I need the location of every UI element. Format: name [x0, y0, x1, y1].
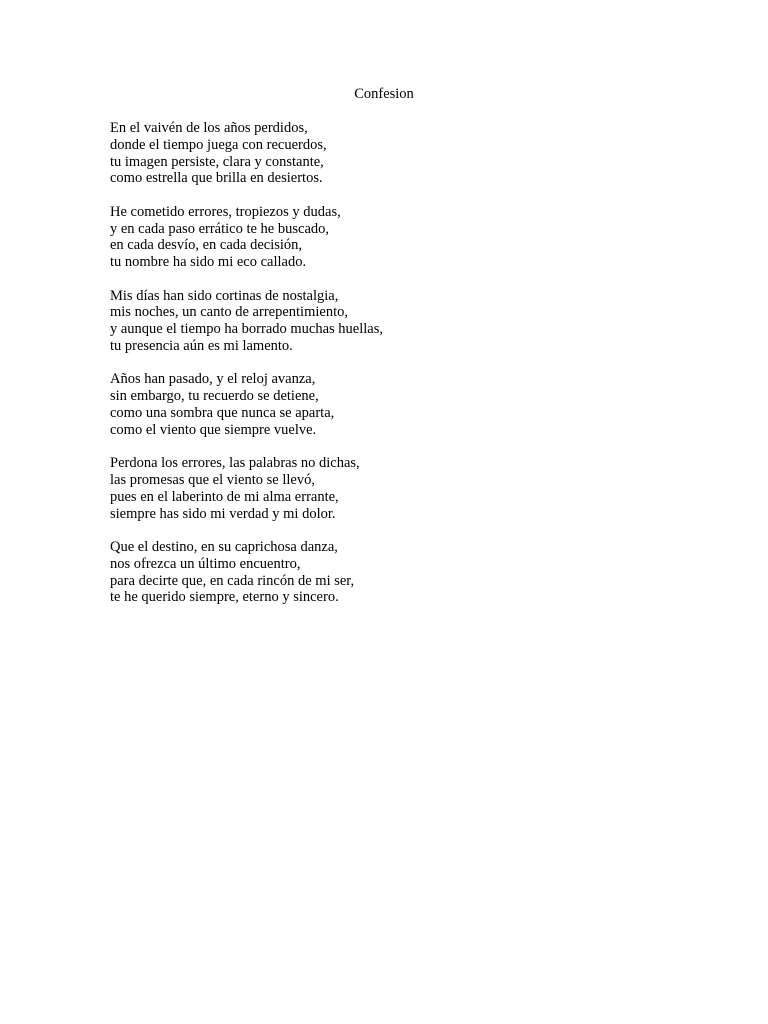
stanza-6 — [110, 539, 670, 606]
poem-line: te he querido siempre, eterno y sincero. — [110, 589, 339, 606]
poem-line: las promesas que el viento se llevó, — [110, 471, 315, 488]
poem-line: He cometido errores, tropiezos y dudas, — [110, 203, 341, 220]
poem-line: como estrella que brilla en desiertos. — [110, 170, 323, 187]
poem-line: mis noches, un canto de arrepentimiento, — [110, 304, 348, 321]
poem-line: siempre has sido mi verdad y mi dolor. — [110, 505, 336, 522]
stanza-5 — [110, 455, 670, 522]
poem-line: tu nombre ha sido mi eco callado. — [110, 254, 307, 271]
poem-line: Mis días han sido cortinas de nostalgia, — [110, 287, 339, 304]
poem-line: y aunque el tiempo ha borrado muchas huellas, — [110, 321, 384, 338]
poem-line: Que el destino, en su caprichosa danza, — [110, 538, 338, 555]
poem-body — [110, 120, 670, 623]
poem-title: Confesion — [354, 86, 414, 102]
poem-line: para decirte que, en cada rincón de mi ser, — [110, 572, 355, 589]
poem-line: pues en el laberinto de mi alma errante, — [110, 488, 339, 505]
stanza-3 — [110, 288, 670, 355]
poem-line: en cada desvío, en cada decisión, — [110, 237, 303, 254]
poem-line: como el viento que siempre vuelve. — [110, 421, 317, 438]
poem-line: como una sombra que nunca se aparta, — [110, 404, 335, 421]
poem-line: En el vaivén de los años perdidos, — [110, 120, 308, 136]
poem-line: nos ofrezca un último encuentro, — [110, 555, 301, 572]
poem-line: donde el tiempo juega con recuerdos, — [110, 136, 327, 153]
poem-line: sin embargo, tu recuerdo se detiene, — [110, 388, 319, 405]
stanza-1 — [110, 120, 670, 187]
poem-line: tu presencia aún es mi lamento. — [110, 337, 293, 354]
poem-line: tu imagen persiste, clara y constante, — [110, 153, 324, 170]
poem-line: y en cada paso errático te he buscado, — [110, 220, 330, 237]
poem-line: Años han pasado, y el reloj avanza, — [110, 371, 316, 388]
stanza-4 — [110, 371, 670, 438]
poem-line: Perdona los errores, las palabras no dichas, — [110, 455, 360, 472]
stanza-2 — [110, 204, 670, 271]
